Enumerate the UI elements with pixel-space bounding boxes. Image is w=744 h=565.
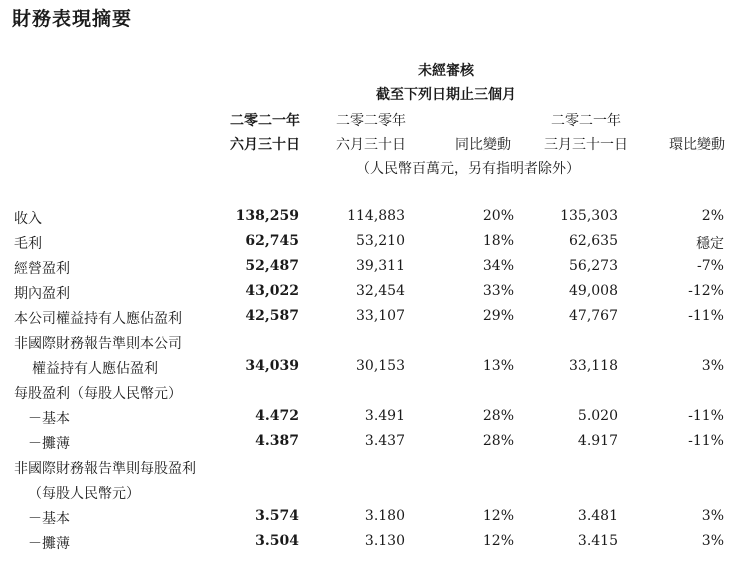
value-2020-jun: 3.437 [364,433,405,449]
value-qoq: 3% [701,358,724,374]
value-2021-jun: 4.387 [255,433,299,449]
row-label: （每股人民幣元） [28,486,140,502]
header-col2-date: 六月三十日 [336,137,406,153]
value-2021-jun: 52,487 [245,258,299,274]
header-units: （人民幣百萬元，另有指明者除外） [356,161,580,177]
table-row [0,283,744,308]
table-row [0,533,744,558]
value-yoy: 12% [482,508,514,524]
value-qoq: 3% [701,533,724,549]
value-yoy: 12% [482,533,514,549]
value-2021-mar: 5.020 [577,408,618,424]
header-col5: 環比變動 [669,137,725,153]
value-2021-jun: 4.472 [255,408,299,424]
value-2021-mar: 62,635 [569,233,618,249]
row-label: 每股盈利（每股人民幣元） [14,386,182,402]
value-yoy: 20% [482,208,514,224]
value-2021-jun: 43,022 [245,283,299,299]
table-row [0,408,744,433]
table-row [0,258,744,283]
header-col4-date: 三月三十一日 [544,137,628,153]
value-2021-jun: 34,039 [245,358,299,374]
value-qoq: -11% [688,433,724,449]
value-2020-jun: 3.180 [364,508,405,524]
row-label: 收入 [14,211,42,227]
table-row [0,233,744,258]
value-2020-jun: 30,153 [356,358,405,374]
value-2021-jun: 3.504 [255,533,299,549]
value-qoq: -11% [688,408,724,424]
header-col1-date: 六月三十日 [230,137,300,153]
row-label: 經營盈利 [14,261,70,277]
header-unaudited: 未經審核 [418,63,474,79]
value-2020-jun: 3.491 [364,408,405,424]
row-label: －攤薄 [28,536,70,552]
row-label: 毛利 [14,236,42,252]
value-yoy: 18% [482,233,514,249]
row-label: 非國際財務報告準則每股盈利 [14,461,196,477]
value-yoy: 33% [482,283,514,299]
value-2021-mar: 47,767 [569,308,618,324]
table-row [0,358,744,383]
row-label: －基本 [28,411,70,427]
value-2020-jun: 39,311 [356,258,405,274]
table-row [0,483,744,508]
value-2021-mar: 3.415 [577,533,618,549]
value-2020-jun: 114,883 [347,208,405,224]
value-yoy: 13% [482,358,514,374]
value-2020-jun: 33,107 [356,308,405,324]
table-row [0,508,744,533]
value-yoy: 28% [482,433,514,449]
header-col4-year: 二零二一年 [551,113,621,129]
row-label: 期內盈利 [14,286,70,302]
row-label: 本公司權益持有人應佔盈利 [14,311,182,327]
value-2021-mar: 56,273 [569,258,618,274]
value-2021-mar: 4.917 [577,433,618,449]
value-qoq: -12% [688,283,724,299]
row-label: －基本 [28,511,70,527]
value-yoy: 29% [482,308,514,324]
value-2021-jun: 138,259 [235,208,299,224]
header-col2-year: 二零二零年 [336,113,406,129]
value-2021-jun: 62,745 [245,233,299,249]
page-title: 財務表現摘要 [12,8,133,30]
table-row [0,308,744,333]
value-2020-jun: 53,210 [356,233,405,249]
value-2021-mar: 135,303 [560,208,618,224]
value-2020-jun: 3.130 [364,533,405,549]
table-row [0,458,744,483]
value-2021-mar: 33,118 [569,358,618,374]
table-row [0,208,744,233]
header-col1-year: 二零二一年 [230,113,300,129]
table-row [0,333,744,358]
row-label: 權益持有人應佔盈利 [32,361,158,377]
table-row [0,383,744,408]
value-2020-jun: 32,454 [356,283,405,299]
header-col3: 同比變動 [455,137,511,153]
value-qoq: 穩定 [696,236,724,252]
row-label: 非國際財務報告準則本公司 [14,336,182,352]
value-qoq: -11% [688,308,724,324]
value-2021-mar: 49,008 [569,283,618,299]
table-row [0,433,744,458]
value-yoy: 34% [482,258,514,274]
row-label: －攤薄 [28,436,70,452]
value-qoq: -7% [697,258,724,274]
value-2021-jun: 42,587 [245,308,299,324]
value-yoy: 28% [482,408,514,424]
value-2021-jun: 3.574 [255,508,299,524]
value-2021-mar: 3.481 [577,508,618,524]
header-period: 截至下列日期止三個月 [376,87,516,103]
value-qoq: 3% [701,508,724,524]
value-qoq: 2% [701,208,724,224]
